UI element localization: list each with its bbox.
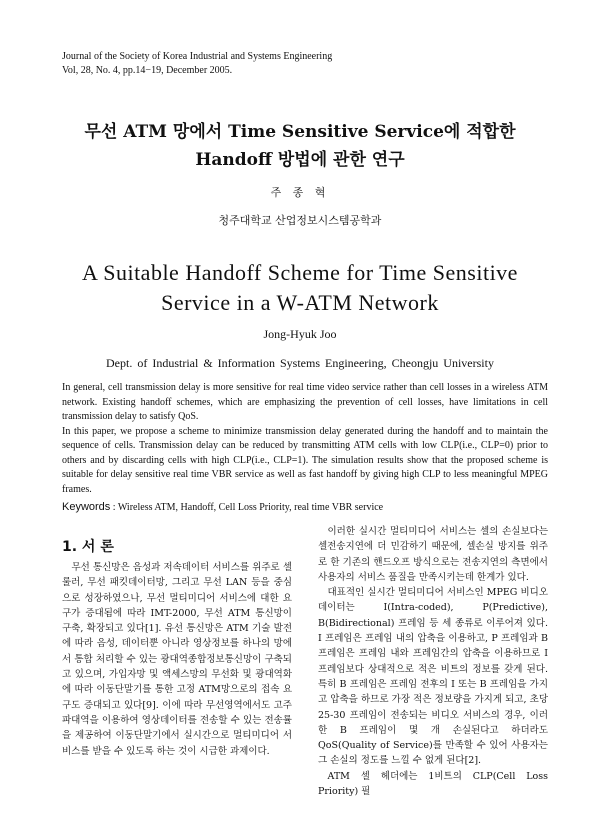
journal-citation (62, 50, 332, 78)
abstract (62, 381, 548, 497)
keywords-text: : Wireless ATM, Handoff, Cell Loss Priority, real time VBR service (112, 502, 384, 513)
korean-affiliation: 청주대학교 산업정보시스템공학과 (218, 214, 382, 227)
section-heading: 1. 서 론 (62, 539, 114, 555)
body-column-right (318, 524, 548, 799)
korean-title-line2: Handoff 방법에 관한 연구 (195, 150, 405, 170)
korean-author: 주 종 혁 (270, 186, 330, 199)
body-paragraph: ATM 셀 헤더에는 1비트의 CLP(Cell Loss Priority) 필 (318, 770, 548, 798)
body-paragraph: 대표적인 실시간 멀티미디어 서비스인 MPEG 비디오 데이터는 I(Intra-coded), P(Predictive), B(Bidirectional) 프레임 등 세 종류로 이루어져 있다. I 프레임은 프레임 내의 압축을 이용하고, P 프레임과 B 프레임은 프레임 내와 프레임간의 압축을 이용하므로 I 프레임보다 상대적으로 적은 비트의 정보를 갖게 된다. 특히 B 프레임은 프레임 전후의 I 또는 B 프레임을 가지고 압축을 하므로 가장 적은 정보량을 가지게 되고, 초당 25-30 프레임이 전송되는 비디오 서비스의 경우, 이러한 B 프레임이 몇 개 손실된다고 하더라도 QoS(Quality of Service)를 만족할 수 있어 사용자는 그 손실의 정도를 느낄 수 없게 된다[2]. (318, 587, 548, 767)
english-title-line2: Service in a W-ATM Network (161, 290, 439, 315)
korean-title (0, 118, 600, 174)
english-title (0, 258, 600, 318)
body-column-left (62, 560, 292, 759)
english-affiliation: Dept. of Industrial & Information Systems Engineering, Cheongju University (106, 356, 494, 370)
keywords (62, 501, 548, 513)
abstract-paragraph-2: In this paper, we propose a scheme to minimize transmission delay generated during the handoff and to maintain the sequence of cells. Transmission delay can be reduced by transmitting ATM cells with low CLP(i.e., CLP=0) prior to others and by discarding cells with high CLP(i.e., CLP=1). The simulation results show that the proposed scheme is suitable for delay sensitive real time VBR service as well as fast handoff by giving high CLP to less meaningful MPEG frames. (62, 425, 548, 495)
english-author: Jong-Hyuk Joo (263, 327, 337, 341)
english-title-line1: A Suitable Handoff Scheme for Time Sensitive (82, 260, 518, 285)
journal-name: Journal of the Society of Korea Industrial and Systems Engineering (62, 51, 333, 62)
korean-title-line1: 무선 ATM 망에서 Time Sensitive Service에 적합한 (84, 122, 516, 142)
abstract-paragraph-1: In general, cell transmission delay is more sensitive for real time video service rather than cell losses in a wireless ATM network. Existing handoff schemes, which are emphasizing the prevention of cell losses, have limitations in cell transmission delay to satisfy QoS. (62, 382, 548, 422)
journal-volume: Vol, 28, No. 4, pp.14−19, December 2005. (62, 65, 233, 76)
body-paragraph: 무선 통신망은 음성과 저속데이터 서비스를 위주로 셀룰러, 무선 패킷데이터망, 그리고 무선 LAN 등을 중심으로 성장하였으나, 무선 멀티미디어 서비스에 대한 요구가 증대됨에 따라 IMT-2000, 무선 ATM 통신망이 구축, 확장되고 있다[1]. 유선 통신망은 ATM 기술 발전에 따라 음성, 데이터뿐 아니라 영상정보를 하나의 망에서 통합 처리할 수 있는 광대역종합정보통신망이 구축되고 있으며, 가입자망 및 액세스망의 무선화 및 광대역화에 따라 이동단말기를 통한 고정 ATM망으로의 접속 요구도 증대되고 있다[9]. 이에 따라 무선영역에서도 고주파대역을 이용하여 영상데이터를 전송할 수 있는 전송률을 제공하여 이동단말기에서 실시간으로 멀티미디어 서비스를 받을 수 있도록 하는 것이 시급한 과제이다. (62, 562, 292, 757)
keywords-label: Keywords (62, 501, 111, 513)
body-paragraph: 이러한 실시간 멀티미디어 서비스는 셀의 손실보다는 셀전송지연에 더 민감하기 때문에, 셀손실 방지를 위주로 한 기존의 핸드오프 방식으로는 전송지연의 측면에서 사용자의 서비스 품질을 만족시키는데 한계가 있다. (318, 526, 548, 583)
